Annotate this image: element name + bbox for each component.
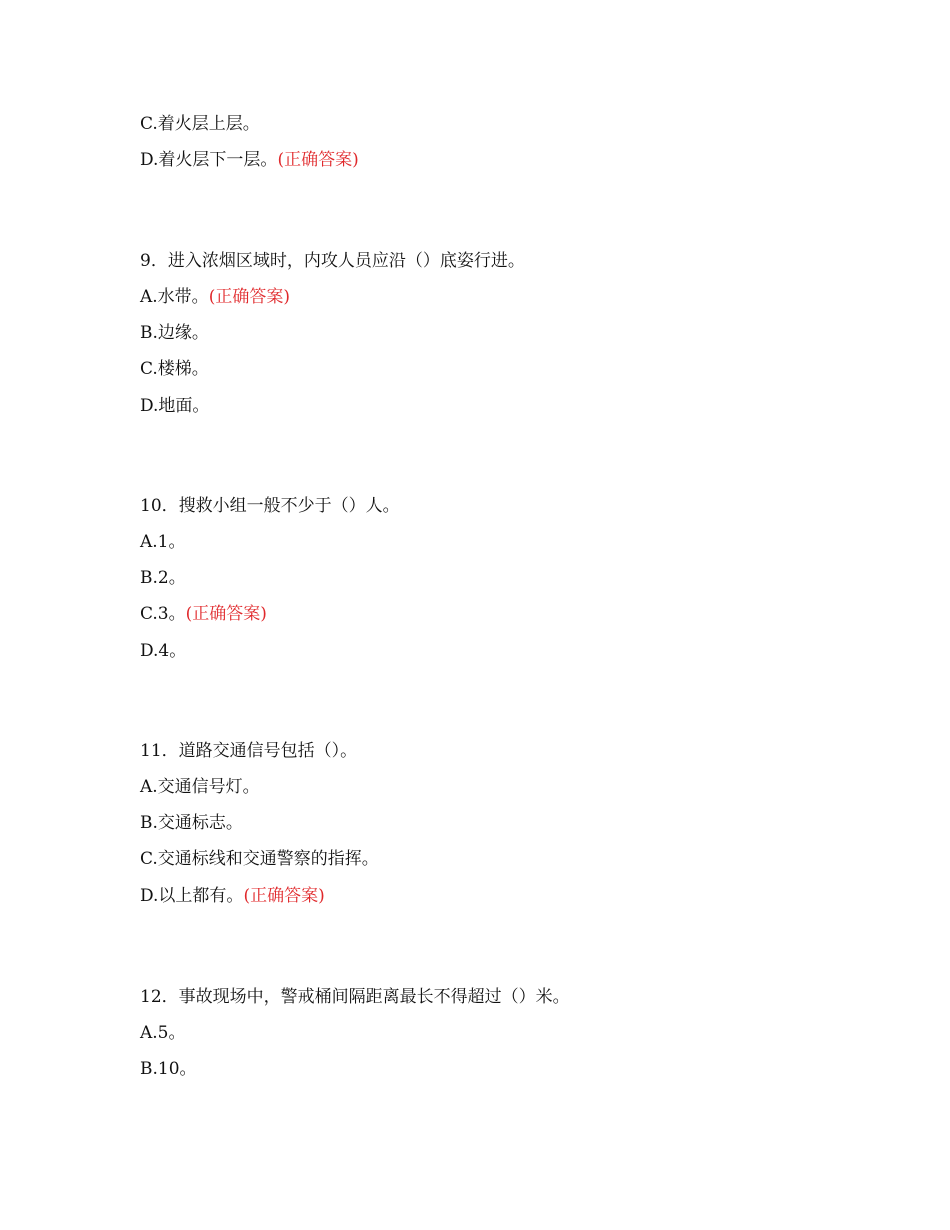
option-12b: B.10。 <box>140 1059 197 1079</box>
correct-answer-label: (正确答案) <box>277 150 359 170</box>
option-8c: C.着火层上层。 <box>140 114 260 134</box>
option-11d: D.以上都有。(正确答案) <box>140 886 325 906</box>
option-12a: A.5。 <box>140 1023 186 1043</box>
option-11b: B.交通标志。 <box>140 813 243 833</box>
question-9: 9．进入浓烟区域时，内攻人员应沿（）底姿行进。 <box>140 251 525 271</box>
option-11a: A.交通信号灯。 <box>140 777 260 797</box>
option-10b: B.2。 <box>140 568 186 588</box>
option-10a: A.1。 <box>140 532 186 552</box>
option-10d: D.4。 <box>140 641 187 661</box>
correct-answer-label: (正确答案) <box>208 287 290 307</box>
option-10c: C.3。(正确答案) <box>140 604 267 624</box>
option-9a: A.水带。(正确答案) <box>140 287 290 307</box>
correct-answer-label: (正确答案) <box>185 604 267 624</box>
option-9b: B.边缘。 <box>140 323 209 343</box>
option-11c: C.交通标线和交通警察的指挥。 <box>140 849 379 869</box>
question-12: 12．事故现场中，警戒桶间隔距离最长不得超过（）米。 <box>140 987 570 1007</box>
option-9c: C.楼梯。 <box>140 359 209 379</box>
question-11: 11．道路交通信号包括（）。 <box>140 741 358 761</box>
question-10: 10．搜救小组一般不少于（）人。 <box>140 496 400 516</box>
correct-answer-label: (正确答案) <box>243 886 325 906</box>
option-9d: D.地面。 <box>140 396 210 416</box>
option-8d: D.着火层下一层。(正确答案) <box>140 150 359 170</box>
